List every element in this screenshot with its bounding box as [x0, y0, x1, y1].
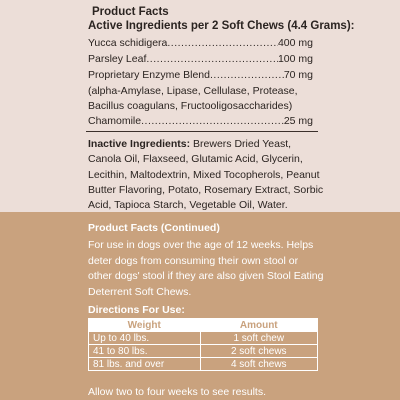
table-header-row [89, 319, 318, 332]
inactive-ingredients-label: Inactive Ingredients: [88, 138, 191, 150]
continued-title: Product Facts (Continued) [88, 222, 220, 234]
weight-cell: 81 lbs. and over [89, 358, 201, 371]
leader-dots [146, 53, 278, 65]
weight-cell: 41 to 80 lbs. [89, 345, 201, 358]
leader-dots [210, 69, 284, 81]
ingredient-row-parsley [88, 53, 313, 65]
weight-cell: Up to 40 lbs. [89, 332, 201, 345]
inactive-ingredients [88, 137, 324, 213]
ingredient-name: Proprietary Enzyme Blend [88, 69, 210, 81]
ingredient-row-yucca [88, 37, 313, 49]
ingredient-amount: 400 mg [277, 37, 313, 49]
amount-cell: 1 soft chew [200, 332, 318, 345]
leader-dots [167, 37, 278, 49]
inactive-ingredients-text: Brewers Dried Yeast, Canola Oil, Flaxseed, Glutamic Acid, Glycerin, Lecithin, Maltodextrin, Mixed Tocopherols, Peanut Butter Flavoring, Potato, Rosemary Extract, Sorbic Acid, Tapioca Starch, Vegetable Oil, Water. [88, 138, 324, 212]
amount-cell: 4 soft chews [200, 358, 318, 371]
product-facts-title: Product Facts [92, 6, 169, 18]
enzyme-detail-line: (alpha-Amylase, Lipase, Cellulase, Protease, [88, 85, 298, 97]
table-row [89, 345, 318, 358]
ingredient-amount: 25 mg [283, 115, 313, 127]
ingredient-name: Chamomile [88, 115, 142, 127]
weight-header: Weight [89, 319, 201, 332]
leader-dots [141, 115, 284, 127]
ingredient-amount: 70 mg [283, 69, 313, 81]
table-row [89, 358, 318, 371]
ingredient-name: Parsley Leaf [88, 53, 147, 65]
results-note: Allow two to four weeks to see results. [88, 386, 266, 398]
ingredient-name: Yucca schidigera [88, 37, 168, 49]
enzyme-detail-line: Bacillus coagulans, Fructooligosaccharides) [88, 100, 293, 112]
amount-cell: 2 soft chews [200, 345, 318, 358]
table-row [89, 332, 318, 345]
directions-table [88, 318, 318, 371]
ingredient-row-chamomile [88, 115, 313, 127]
amount-header: Amount [200, 319, 318, 332]
directions-title: Directions For Use: [88, 304, 185, 316]
ingredient-row-enzyme-blend [88, 69, 313, 81]
ingredient-amount: 100 mg [277, 53, 313, 65]
divider [86, 131, 318, 132]
active-ingredients-title: Active Ingredients per 2 Soft Chews (4.4 Grams): [88, 20, 355, 32]
continued-body: For use in dogs over the age of 12 weeks. Helps deter dogs from consuming their own stool or other dogs' stool if they are also given Stool Eating Deterrent Soft Chews. [88, 239, 324, 298]
